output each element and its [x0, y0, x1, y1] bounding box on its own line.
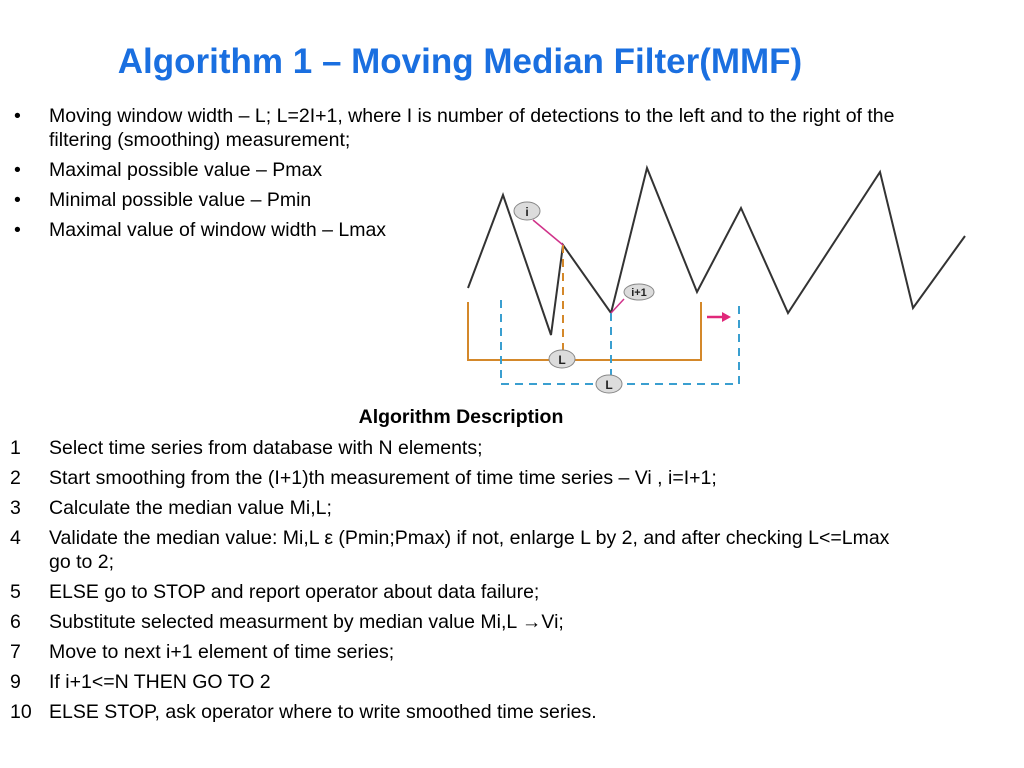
step-text: Start smoothing from the (I+1)th measurement of time time series – Vi , i=I+1; — [49, 467, 717, 489]
label-i-badge — [514, 202, 540, 220]
bullet-icon: • — [14, 219, 21, 241]
label-L-bottom-badge — [596, 375, 622, 393]
bullet-text: Minimal possible value – Pmin — [49, 189, 312, 211]
step-item — [10, 526, 890, 574]
step-text: ELSE go to STOP and report operator about data failure; — [49, 581, 540, 603]
list-item — [12, 104, 919, 152]
algorithm-heading: Algorithm Description — [358, 406, 564, 428]
moving-window-diagram — [462, 160, 972, 400]
bullet-text: Maximal value of window width – Lmax — [49, 219, 387, 241]
label-L-top: L — [558, 353, 566, 367]
step-number: 4 — [10, 527, 21, 549]
bullet-icon: • — [14, 159, 21, 181]
step-number: 7 — [10, 641, 21, 663]
step-number: 3 — [10, 497, 21, 519]
bullet-text: Moving window width – L; L=2I+1, where I is number of detections to the left and to the right of the filtering (smoothing) measurement; — [49, 105, 895, 151]
bullet-text: Maximal possible value – Pmax — [49, 159, 323, 181]
step-item — [10, 640, 890, 664]
step-text: If i+1<=N THEN GO TO 2 — [49, 671, 271, 693]
step-item — [10, 496, 890, 520]
step-item — [10, 436, 890, 460]
algorithm-steps — [10, 436, 890, 730]
bullet-icon: • — [14, 189, 21, 211]
step-text: Calculate the median value Mi,L; — [49, 497, 332, 519]
step-number: 6 — [10, 611, 21, 633]
bullet-icon: • — [14, 105, 21, 127]
step-item — [10, 670, 890, 694]
step-number: 1 — [10, 437, 21, 459]
slide-title: Algorithm 1 – Moving Median Filter(MMF) — [117, 42, 803, 81]
step-text: Move to next i+1 element of time series; — [49, 641, 395, 663]
step-item — [10, 466, 890, 490]
list-item — [12, 218, 454, 242]
step-item — [10, 580, 890, 604]
label-i: i — [525, 205, 529, 219]
step-number: 9 — [10, 671, 21, 693]
step-number: 10 — [10, 701, 32, 723]
step-text: ELSE STOP, ask operator where to write smoothed time series. — [49, 701, 597, 723]
label-L-top-badge — [549, 350, 575, 368]
step-text: Validate the median value: Mi,L ε (Pmin;Pmax) if not, enlarge L by 2, and after checking L<=Lmax go to 2; — [49, 527, 890, 573]
step-item — [10, 610, 890, 634]
label-i1-badge — [624, 284, 654, 300]
step-number: 2 — [10, 467, 21, 489]
step-text: Substitute selected measurment by median value Mi,L →Vi; — [49, 611, 564, 633]
label-L-bottom: L — [605, 378, 613, 392]
label-i1: i+1 — [631, 287, 647, 299]
step-item — [10, 700, 890, 724]
step-number: 5 — [10, 581, 21, 603]
step-text: Select time series from database with N elements; — [49, 437, 483, 459]
